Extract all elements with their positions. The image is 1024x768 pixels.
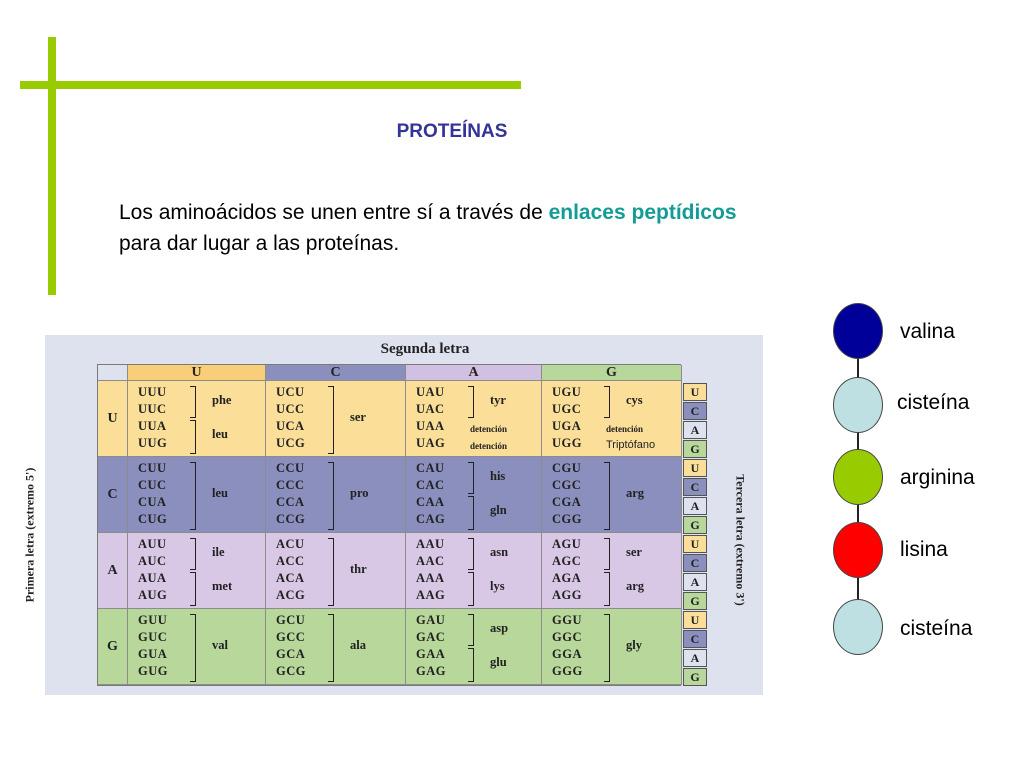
codon: UAA [416, 419, 445, 433]
codon: AAU [416, 537, 445, 551]
codon: CAC [416, 478, 445, 492]
amino-acid-label: arg [626, 579, 645, 593]
third-letter: C [683, 402, 707, 420]
amino-acid-name: lisina [900, 538, 948, 561]
first-letter-header: C [98, 457, 128, 533]
third-letter: U [683, 535, 707, 553]
codon: CAG [416, 512, 446, 526]
amino-acid-label: pro [350, 486, 369, 500]
amino-acid-label: gln [490, 503, 507, 517]
amino-acid-label: cys [626, 393, 643, 407]
codon-cell [128, 609, 266, 685]
third-letter-group [683, 383, 707, 459]
codon-cell [266, 609, 406, 685]
codon: GUC [138, 630, 168, 644]
bracket [190, 420, 196, 454]
codon: GAC [416, 630, 446, 644]
third-letter: A [683, 497, 707, 515]
codon: GGA [552, 647, 582, 661]
codon: CGG [552, 512, 582, 526]
amino-acid-bead [833, 599, 883, 655]
third-letter-group [683, 459, 707, 535]
bracket [190, 462, 196, 530]
codon-cell [128, 533, 266, 609]
third-letter: U [683, 611, 707, 629]
accent-horizontal-bar [20, 81, 521, 89]
third-letter: G [683, 668, 707, 686]
codon: GAU [416, 613, 446, 627]
codon: UGA [552, 419, 582, 433]
amino-acid-bead [833, 449, 883, 505]
bracket [604, 386, 610, 418]
codon-cell [406, 381, 542, 457]
codon: ACU [276, 537, 305, 551]
bracket [468, 496, 474, 530]
amino-acid-label: arg [626, 486, 645, 500]
codon: UUA [138, 419, 167, 433]
amino-acid-label: asp [490, 621, 509, 635]
codon: AGG [552, 588, 582, 602]
third-letter-group [683, 611, 707, 687]
amino-acid-label: detención [606, 424, 643, 434]
slide-title: PROTEÍNAS [396, 121, 508, 142]
bracket [328, 462, 334, 530]
third-letter-column [683, 383, 707, 687]
intro-text-after: para dar lugar a las proteínas. [119, 232, 400, 255]
amino-acid-label: his [490, 469, 506, 483]
codon: GUU [138, 613, 168, 627]
codon: CUC [138, 478, 167, 492]
third-letter: A [683, 573, 707, 591]
amino-acid-label: gly [626, 638, 642, 652]
amino-acid-label: glu [490, 655, 507, 669]
codon-table-title: Segunda letra [380, 341, 470, 357]
third-letter: G [683, 440, 707, 458]
codon: UAG [416, 436, 446, 450]
third-letter: A [683, 649, 707, 667]
second-letter-header: C [266, 365, 406, 381]
bracket [328, 614, 334, 682]
codon: CCU [276, 461, 305, 475]
third-letter: G [683, 592, 707, 610]
bracket [190, 572, 196, 606]
bracket [190, 538, 196, 570]
bracket [190, 386, 196, 418]
codon: UUC [138, 402, 167, 416]
first-letter-header: U [98, 381, 128, 457]
amino-acid-label: val [212, 638, 228, 652]
bracket [604, 538, 610, 570]
codon: UAU [416, 385, 445, 399]
codon: GCC [276, 630, 306, 644]
second-letter-header: A [406, 365, 542, 381]
amino-acid-name: cisteína [900, 617, 973, 640]
intro-text-before: Los aminoácidos se unen entre sí a través de [119, 201, 549, 224]
codon-cell [542, 457, 682, 533]
codon: AUC [138, 554, 167, 568]
codon-cell [406, 609, 542, 685]
amino-acid-label: Triptófano [606, 439, 656, 451]
codon-cell [266, 533, 406, 609]
third-letter: A [683, 421, 707, 439]
third-letter-axis-label: Tercera letra (extremo 3') [733, 474, 748, 606]
bracket [604, 572, 610, 606]
amino-acid-label: leu [212, 427, 228, 441]
amino-acid-bead [833, 377, 883, 433]
codon: GAA [416, 647, 446, 661]
codon: GCA [276, 647, 306, 661]
third-letter: C [683, 478, 707, 496]
codon: AUG [138, 588, 168, 602]
amino-acid-label: ala [350, 638, 366, 652]
third-letter: G [683, 516, 707, 534]
codon: CCG [276, 512, 306, 526]
codon: UCA [276, 419, 305, 433]
bracket [604, 614, 610, 682]
amino-acid-label: met [212, 579, 233, 593]
codon: UGC [552, 402, 582, 416]
bracket [468, 386, 474, 418]
codon: GUG [138, 664, 168, 678]
amino-acid-name: cisteína [897, 391, 970, 414]
codon: UGU [552, 385, 582, 399]
amino-acid-label: detención [470, 424, 507, 434]
third-letter: C [683, 554, 707, 572]
codon: GGC [552, 630, 582, 644]
codon: UAC [416, 402, 445, 416]
codon-cell [542, 609, 682, 685]
codon: GGG [552, 664, 583, 678]
first-letter-axis-label: Primera letra (extremo 5') [22, 467, 37, 603]
codon-table-grid [97, 364, 681, 686]
amino-acid-label: ser [626, 545, 642, 559]
third-letter-group [683, 535, 707, 611]
codon: AGU [552, 537, 582, 551]
bracket [328, 386, 334, 454]
codon: CGC [552, 478, 582, 492]
codon-cell [128, 381, 266, 457]
codon: GCU [276, 613, 306, 627]
grid-corner [98, 365, 128, 381]
codon: UCC [276, 402, 305, 416]
codon: AAG [416, 588, 446, 602]
codon-cell [542, 533, 682, 609]
third-letter: U [683, 383, 707, 401]
amino-acid-label: leu [212, 486, 228, 500]
codon: AUU [138, 537, 167, 551]
amino-acid-bead [833, 522, 883, 578]
codon: UCU [276, 385, 305, 399]
codon: GAG [416, 664, 446, 678]
third-letter: U [683, 459, 707, 477]
amino-acid-label: detención [470, 441, 507, 451]
first-letter-header: A [98, 533, 128, 609]
bracket [468, 462, 474, 494]
codon: CGU [552, 461, 582, 475]
codon: UGG [552, 436, 582, 450]
codon: CUG [138, 512, 168, 526]
codon-cell [406, 457, 542, 533]
amino-acid-label: ser [350, 410, 366, 424]
codon-cell [406, 533, 542, 609]
codon: ACG [276, 588, 306, 602]
codon-cell [266, 381, 406, 457]
codon: AAC [416, 554, 445, 568]
bracket [468, 648, 474, 682]
bracket [468, 614, 474, 646]
codon: AGC [552, 554, 582, 568]
amino-acid-label: lys [490, 579, 505, 593]
second-letter-header: U [128, 365, 266, 381]
codon-cell [542, 381, 682, 457]
third-letter: C [683, 630, 707, 648]
amino-acid-name: arginina [900, 466, 975, 489]
codon: AUA [138, 571, 167, 585]
bracket [328, 538, 334, 606]
codon: GGU [552, 613, 582, 627]
codon: CCC [276, 478, 305, 492]
codon: ACC [276, 554, 305, 568]
bracket [190, 614, 196, 682]
codon: CCA [276, 495, 305, 509]
accent-vertical-bar [48, 37, 56, 295]
second-letter-header: G [542, 365, 682, 381]
codon-cell [266, 457, 406, 533]
codon: ACA [276, 571, 305, 585]
codon: UUG [138, 436, 168, 450]
codon-cell [128, 457, 266, 533]
codon: AAA [416, 571, 445, 585]
bracket [468, 572, 474, 606]
codon: UCG [276, 436, 306, 450]
intro-highlight: enlaces peptídicos [548, 201, 737, 224]
codon: CUA [138, 495, 167, 509]
codon: UUU [138, 385, 167, 399]
amino-acid-label: phe [212, 393, 232, 407]
codon: GCG [276, 664, 306, 678]
bracket [604, 462, 610, 530]
amino-acid-bead [833, 303, 883, 359]
amino-acid-label: tyr [490, 393, 506, 407]
amino-acid-label: thr [350, 562, 367, 576]
first-letter-header: G [98, 609, 128, 685]
bracket [468, 538, 474, 570]
codon: AGA [552, 571, 582, 585]
intro-paragraph [119, 197, 899, 259]
codon: CUU [138, 461, 167, 475]
amino-acid-label: ile [212, 545, 225, 559]
amino-acid-label: asn [490, 545, 509, 559]
codon: CAU [416, 461, 445, 475]
codon: CAA [416, 495, 445, 509]
amino-acid-name: valina [900, 320, 955, 343]
codon: GUA [138, 647, 168, 661]
codon: CGA [552, 495, 582, 509]
